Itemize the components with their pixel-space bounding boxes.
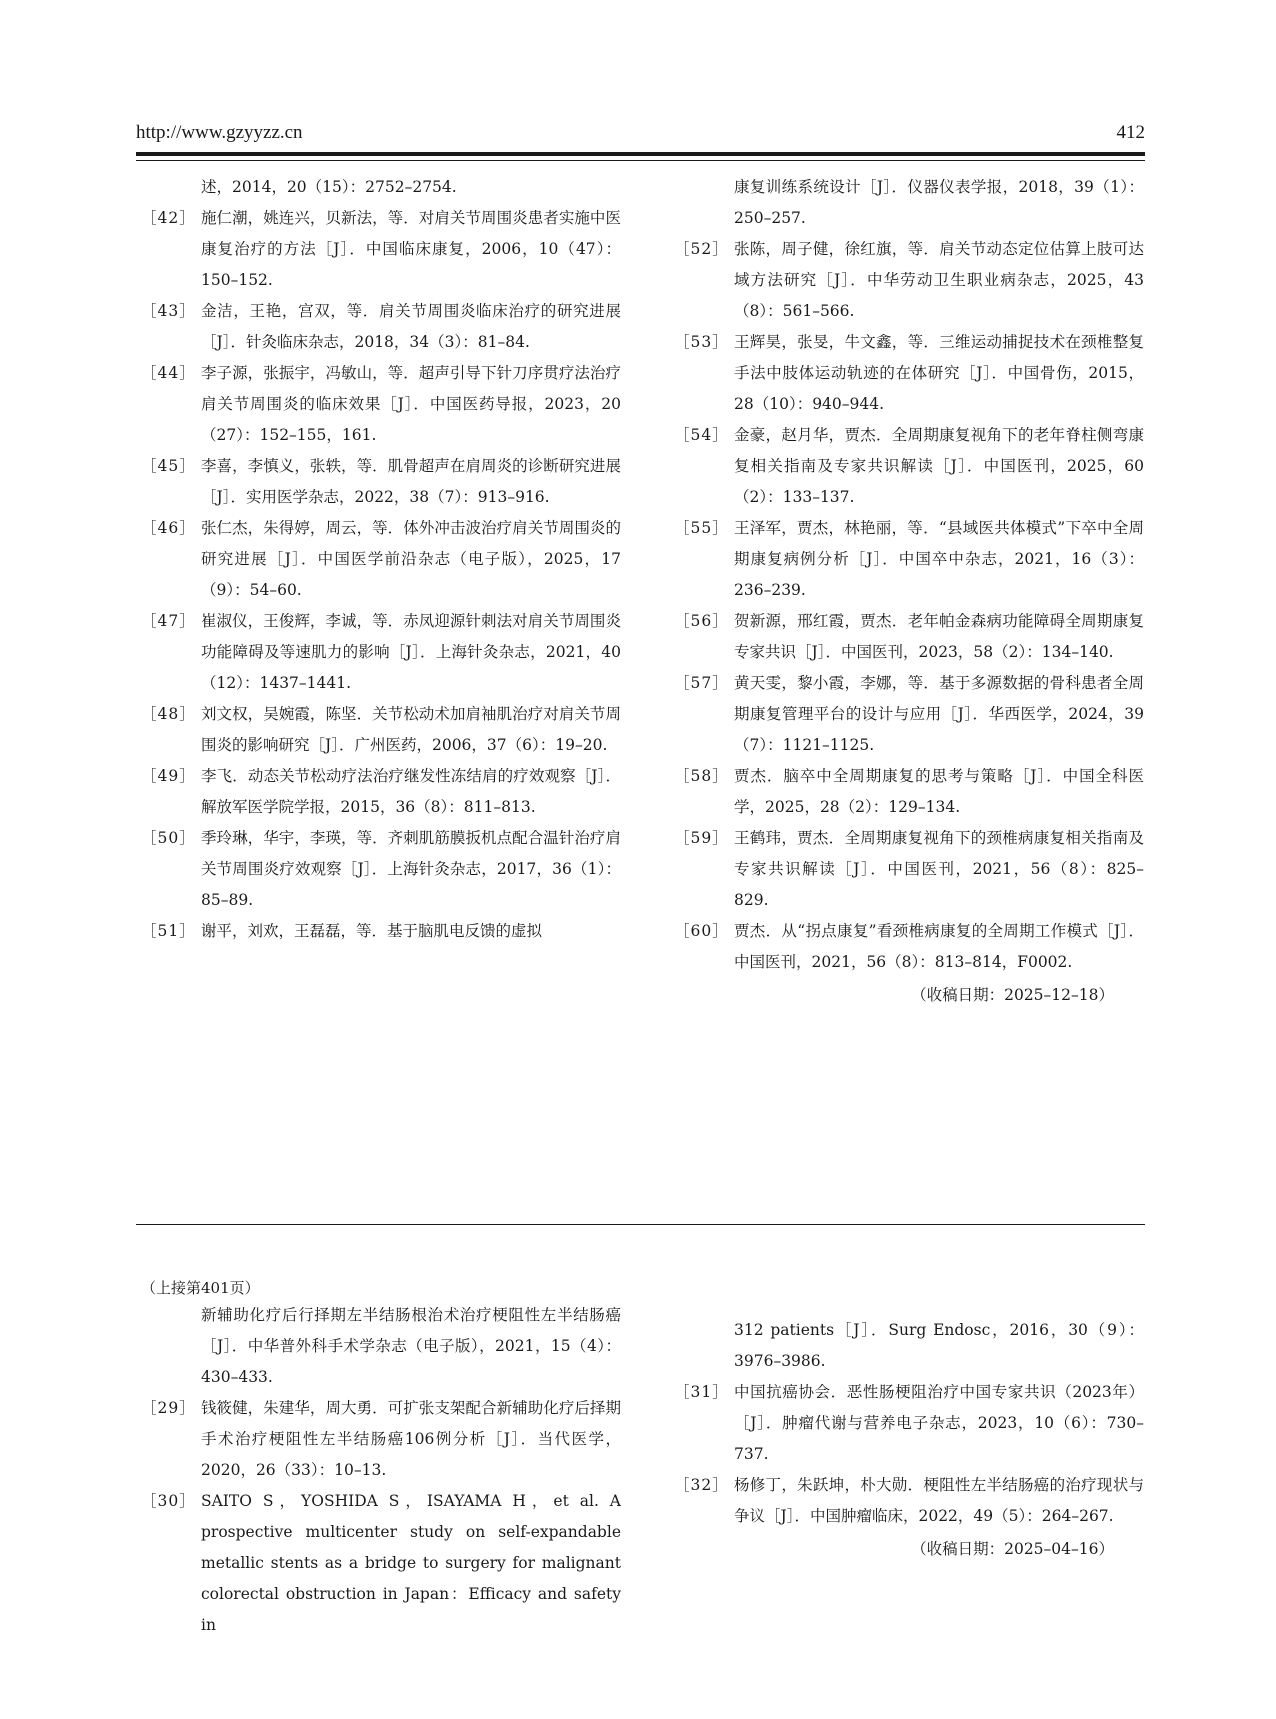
section-divider — [136, 1224, 1145, 1225]
reference-number: ［30］ — [141, 1492, 196, 1510]
references-top-right-column — [674, 172, 1144, 1011]
reference-text: 李子源，张振宇，冯敏山，等．超声引导下针刀序贯疗法治疗肩关节周围炎的临床效果［J］．中国医药导报，2023，20（27）：152–155，161. — [201, 364, 621, 444]
reference-number: ［45］ — [141, 457, 196, 475]
reference-text: 黄天雯，黎小霞，李娜，等．基于多源数据的骨科患者全周期康复管理平台的设计与应用［J］．华西医学，2024，39（7）：1121–1125. — [734, 674, 1144, 754]
reference-text: 季玲琳，华宇，李瑛，等．齐刺肌筋膜扳机点配合温针治疗肩关节周围炎疗效观察［J］．上海针灸杂志，2017，36（1）：85–89. — [201, 829, 621, 909]
reference-item — [674, 606, 1144, 668]
journal-url: http://www.gzyyzz.cn — [136, 122, 303, 143]
reference-continuation: 新辅助化疗后行择期左半结肠根治术治疗梗阻性左半结肠癌［J］．中华普外科手术学杂志（电子版），2021，15（4）：430–433. — [201, 1306, 621, 1386]
reference-number: ［52］ — [674, 240, 729, 258]
references-bottom-left-column — [141, 1300, 621, 1641]
reference-item — [141, 1486, 621, 1641]
reference-item — [674, 1470, 1144, 1532]
reference-text: 张仁杰，朱得婷，周云，等．体外冲击波治疗肩关节周围炎的研究进展［J］．中国医学前沿杂志（电子版），2025，17（9）：54–60. — [201, 519, 621, 599]
reference-number: ［46］ — [141, 519, 196, 537]
reference-number: ［44］ — [141, 364, 196, 382]
reference-number: ［47］ — [141, 612, 196, 630]
reference-number: ［50］ — [141, 829, 196, 847]
continued-from-note: （上接第401页） — [141, 1279, 260, 1297]
reference-number: ［60］ — [674, 922, 729, 940]
reference-item — [674, 823, 1144, 916]
reference-text: 贾杰．从“拐点康复”看颈椎病康复的全周期工作模式［J］．中国医刊，2021，56（8）：813–814，F0002. — [734, 922, 1144, 971]
reference-number: ［32］ — [674, 1476, 729, 1494]
reference-item — [674, 761, 1144, 823]
references-bottom-right-column — [674, 1315, 1144, 1565]
reference-continuation: 312 patients［J］．Surg Endosc，2016，30（9）：3976–3986. — [734, 1321, 1144, 1370]
reference-list — [674, 1377, 1144, 1532]
reference-list — [674, 234, 1144, 978]
reference-text: 钱筱健，朱建华，周大勇．可扩张支架配合新辅助化疗后择期手术治疗梗阻性左半结肠癌106例分析［J］．当代医学，2020，26（33）：10–13. — [201, 1399, 621, 1479]
reference-continuation: 述，2014，20（15）：2752–2754. — [201, 178, 457, 196]
reference-number: ［29］ — [141, 1399, 196, 1417]
reference-number: ［31］ — [674, 1383, 729, 1401]
reference-list — [141, 203, 621, 947]
reference-item — [674, 916, 1144, 978]
reference-text: 杨修丁，朱跃坤，朴大勋．梗阻性左半结肠癌的治疗现状与争议［J］．中国肿瘤临床，2022，49（5）：264–267. — [734, 1476, 1144, 1525]
reference-item — [141, 296, 621, 358]
reference-text: 贾杰．脑卒中全周期康复的思考与策略［J］．中国全科医学，2025，28（2）：129–134. — [734, 767, 1144, 816]
reference-text: 谢平，刘欢，王磊磊，等．基于脑肌电反馈的虚拟 — [201, 922, 543, 940]
reference-text: 施仁潮，姚连兴，贝新法，等．对肩关节周围炎患者实施中医康复治疗的方法［J］．中国临床康复，2006，10（47）：150–152. — [201, 209, 621, 289]
reference-text: 金洁，王艳，宫双，等．肩关节周围炎临床治疗的研究进展［J］．针灸临床杂志，2018，34（3）：81–84. — [201, 302, 621, 351]
header-rule-thin — [136, 160, 1145, 161]
reference-text: 刘文权，吴婉霞，陈坚．关节松动术加肩袖肌治疗对肩关节周围炎的影响研究［J］．广州医药，2006，37（6）：19–20. — [201, 705, 621, 754]
reference-item — [674, 327, 1144, 420]
reference-item — [141, 699, 621, 761]
reference-number: ［51］ — [141, 922, 196, 940]
received-date: （收稿日期：2025–04–16） — [911, 1540, 1114, 1558]
reference-item — [141, 606, 621, 699]
page-number: 412 — [1116, 122, 1145, 143]
reference-list — [141, 1393, 621, 1641]
reference-number: ［58］ — [674, 767, 729, 785]
references-top-left-column — [141, 172, 621, 947]
reference-number: ［49］ — [141, 767, 196, 785]
reference-item — [141, 916, 621, 947]
reference-number: ［48］ — [141, 705, 196, 723]
reference-item — [141, 823, 621, 916]
reference-text: 金豪，赵月华，贾杰．全周期康复视角下的老年脊柱侧弯康复相关指南及专家共识解读［J］．中国医刊，2025，60（2）：133–137. — [734, 426, 1144, 506]
reference-item — [674, 420, 1144, 513]
received-date: （收稿日期：2025–12–18） — [911, 986, 1114, 1004]
reference-item — [141, 358, 621, 451]
reference-number: ［55］ — [674, 519, 729, 537]
header-rule-thick — [136, 152, 1145, 156]
reference-continuation: 康复训练系统设计［J］．仪器仪表学报，2018，39（1）：250–257. — [734, 178, 1144, 227]
reference-text: 王鹤玮，贾杰．全周期康复视角下的颈椎病康复相关指南及专家共识解读［J］．中国医刊，2021，56（8）：825–829. — [734, 829, 1144, 909]
reference-item — [141, 513, 621, 606]
reference-text: 王辉昊，张旻，牛文鑫，等．三维运动捕捉技术在颈椎整复手法中肢体运动轨迹的在体研究［J］．中国骨伤，2015，28（10）：940–944. — [734, 333, 1144, 413]
reference-item — [141, 451, 621, 513]
reference-number: ［43］ — [141, 302, 196, 320]
reference-text: 张陈，周子健，徐红旗，等．肩关节动态定位估算上肢可达域方法研究［J］．中华劳动卫生职业病杂志，2025，43（8）：561–566. — [734, 240, 1144, 320]
reference-item — [674, 513, 1144, 606]
reference-number: ［54］ — [674, 426, 729, 444]
reference-item — [141, 203, 621, 296]
reference-text: 李飞．动态关节松动疗法治疗继发性冻结肩的疗效观察［J］．解放军医学院学报，2015，36（8）：811–813. — [201, 767, 621, 816]
reference-item — [141, 1393, 621, 1486]
reference-text: 李喜，李慎义，张轶，等．肌骨超声在肩周炎的诊断研究进展［J］．实用医学杂志，2022，38（7）：913–916. — [201, 457, 621, 506]
reference-item — [674, 234, 1144, 327]
reference-text: 崔淑仪，王俊辉，李诚，等．赤凤迎源针刺法对肩关节周围炎功能障碍及等速肌力的影响［J］．上海针灸杂志，2021，40（12）：1437–1441. — [201, 612, 621, 692]
reference-text: 王泽军，贾杰，林艳丽，等．“县域医共体模式”下卒中全周期康复病例分析［J］．中国卒中杂志，2021，16（3）：236–239. — [734, 519, 1144, 599]
reference-text: SAITO S，YOSHIDA S，ISAYAMA H，et al. A prospective multicenter study on self-expandable metallic stents as a bridge to surgery for malignant colorectal obstruction in Japan：Efficacy and safety in — [201, 1492, 621, 1634]
reference-item — [141, 761, 621, 823]
reference-item — [674, 1377, 1144, 1470]
reference-item — [674, 668, 1144, 761]
reference-number: ［53］ — [674, 333, 729, 351]
reference-number: ［59］ — [674, 829, 729, 847]
reference-text: 贺新源，邢红霞，贾杰．老年帕金森病功能障碍全周期康复专家共识［J］．中国医刊，2023，58（2）：134–140. — [734, 612, 1144, 661]
reference-number: ［57］ — [674, 674, 729, 692]
reference-text: 中国抗癌协会．恶性肠梗阻治疗中国专家共识（2023年）［J］．肿瘤代谢与营养电子杂志，2023，10（6）：730–737. — [734, 1383, 1144, 1463]
reference-number: ［56］ — [674, 612, 729, 630]
reference-number: ［42］ — [141, 209, 196, 227]
